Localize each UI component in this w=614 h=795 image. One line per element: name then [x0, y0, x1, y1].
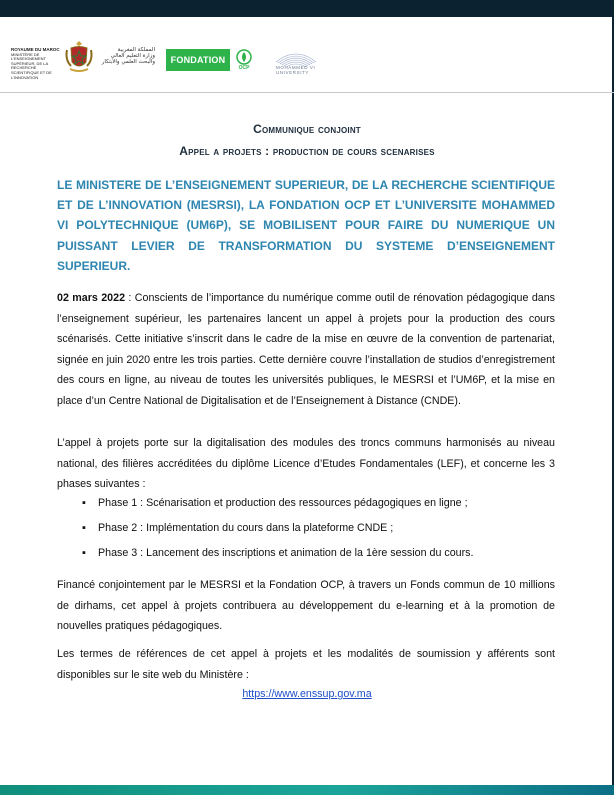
paragraph-intro-text: : Conscients de l’importance du numérique comme outil de rénovation pédagogique dans l’enseignement supérieur, les partenaires lancent un appel à projets pour la production des cours scénarisés. Cette initiative s’inscrit dans le cadre de la mise en œuvre de la convention de partenariat, signée en juin 2020 entre les trois parties. Cette dernière couvre l’installation de studios d’enregistrement des cours en ligne, au niveau de toutes les universités publiques, le MESRSI et l’UM6P, et la mise en place d’un Centre National de Digitalisation et de l’Enseignement à Distance (CNDE). [57, 292, 555, 407]
partner-logos [0, 38, 614, 90]
lead-paragraph: LE MINISTERE DE L’ENSEIGNEMENT SUPERIEUR, DE LA RECHERCHE SCIENTIFIQUE ET DE L’INNOVATION (MESRSI), LA FONDATION OCP ET L’UNIVERSITE MOHAMMED VI POLYTECHNIQUE (UM6P), SE MOBILISENT POUR FAIRE DU NUMERIQUE UN PUISSANT LEVIER DE TRANSFORMATION DU SYSTEME D’ENSEIGNEMENT SUPERIEUR. [57, 178, 555, 273]
um6p-name-line1: MOHAMMED VI [276, 65, 316, 70]
document-title: Communique conjoint [253, 122, 361, 136]
paragraph-scope: L’appel à projets porte sur la digitalisation des modules des troncs communs harmonisés au niveau national, des filières accréditées du diplôme Licence d’Etudes Fondamentales (LEF), et concerne les 3 phases suivantes : [57, 437, 555, 491]
ocp-logo: OCP [234, 49, 254, 71]
list-item: ▪ Phase 2 : Implémentation du cours dans la plateforme CNDE ; [82, 518, 552, 543]
ministry-name-french: ROYAUME DU MAROC MINISTÈRE DE L'ENSEIGNEMENT SUPÉRIEUR, DE LA RECHERCHE SCIENTIFIQUE ET DE L'INNOVATION [11, 47, 60, 80]
um6p-logo-icon [270, 44, 322, 84]
bottom-bar [0, 785, 614, 795]
header-divider [0, 92, 614, 93]
list-item: ▪ Phase 3 : Lancement des inscriptions et animation de la 1ère session du cours. [82, 543, 552, 568]
ministry-name-arabic: المملكة المغربية وزارة التعليم العالي والبحث العلمي والابتكار [101, 47, 155, 66]
list-item: ▪ Phase 1 : Scénarisation et production des ressources pédagogiques en ligne ; [82, 493, 552, 518]
top-bar [0, 0, 614, 17]
press-date: 02 mars 2022 [57, 292, 126, 304]
fondation-logo: FONDATION [166, 49, 230, 71]
coat-of-arms-icon [64, 40, 94, 74]
paragraph-terms: Les termes de références de cet appel à projets et les modalités de soumission y afférents sont disponibles sur le site web du Ministère : [57, 648, 555, 681]
paragraph-funding: Financé conjointement par le MESRSI et la Fondation OCP, à travers un Fonds commun de 10 millions de dirhams, cet appel à projets contribuera au développement du e-learning et à la promotion de nouvelles pratiques pédagogiques. [57, 579, 555, 633]
ministry-website-link[interactable]: https://www.enssup.gov.ma [242, 688, 372, 700]
paragraph-intro [57, 288, 555, 412]
phase-list [82, 493, 552, 568]
um6p-name-line2: UNIVERSITY [276, 70, 310, 75]
ocp-leaf-icon [234, 49, 254, 65]
document-subtitle: Appel a projets : production de cours scenarises [179, 144, 435, 158]
